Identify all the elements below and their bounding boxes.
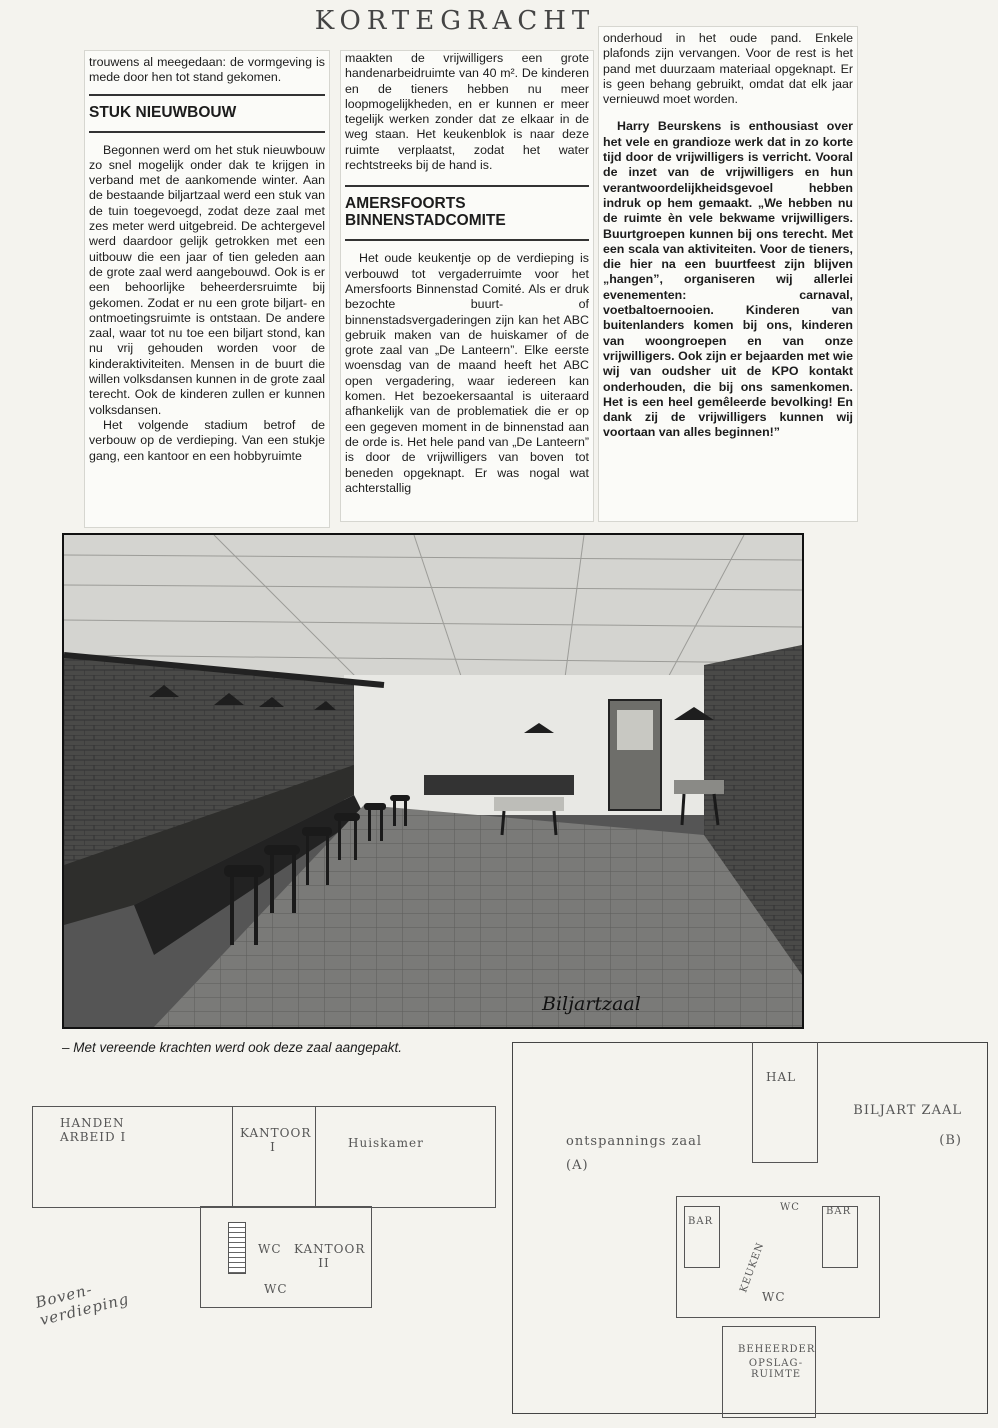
- photo-billiard-hall: [62, 533, 804, 1029]
- floor-plan-ground: [508, 1036, 990, 1422]
- col3-paragraph-1: onderhoud in het oude pand. Enkele plafonds zijn vervangen. Voor de rest is het pand met duurzaam materiaal opgeknapt. Er is geen behang gebruikt, omdat dat elk jaar vernieuwd moet worden.: [603, 31, 853, 107]
- plan-ground-opslag: OPSLAG-RUIMTE: [748, 1358, 804, 1380]
- col1-intro: trouwens al meegedaan: de vormgeving is mede door hen tot stand gekomen.: [89, 55, 325, 85]
- plan-ground-beheerder: BEHEERDER: [738, 1344, 816, 1355]
- col1-paragraph-2: Het volgende stadium betrof de verbouw op de verdieping. Van een stukje gang, een kantoor en een hobbyruimte: [89, 417, 325, 463]
- col1-paragraph-1: Begonnen werd om het stuk nieuwbouw zo snel mogelijk onder dak te krijgen in verband met de aankomende winter. Aan de bestaande biljartzaal werd een stuk van de tuin toegevoegd, zodat deze zaal met zes meter werd uitgebreid. De achtergevel werd daardoor gelijk getrokken met een uitbouw die een jaar of tien geleden aan de grote zaal werd aangebouwd. Ook is er een behoorlijke beheerdersruimte bij gekomen. Zodat er nu een grote biljart- en ontmoetingsruimte is ontstaan. De andere zaal, waar tot nu toe een biljart stond, kan nu vrij gehouden worden voor de kinderaktiviteiten. Mensen in de buurt die willen volksdansen kunnen in de grote zaal terecht. Ook de kinderen zullen er kunnen volksdansen.: [89, 142, 325, 417]
- photo-illustration: [64, 535, 802, 1027]
- plan-ground-wc-2: WC: [762, 1290, 786, 1304]
- plan-upper-room-handenarbeid: HANDEN ARBEID I: [60, 1116, 127, 1144]
- plan-ground-wc-1: WC: [780, 1202, 800, 1213]
- photo-handwritten-label: Biljartzaal: [542, 993, 641, 1015]
- plan-upper-floor-label: Boven-verdieping: [33, 1280, 132, 1330]
- plan-upper-room-huiskamer: Huiskamer: [348, 1136, 424, 1150]
- handwritten-title: KORTEGRACHT: [314, 6, 596, 36]
- plan-ground-hal: HAL: [766, 1070, 797, 1084]
- plan-upper-wc-2: WC: [264, 1282, 288, 1296]
- col3-paragraph-2: Harry Beurskens is enthousiast over het vele en grandioze werk dat in zo korte tijd door de vrijwilligers is verricht. Vooral de inzet van de vrijwilligers en hun verantwoordelijkheidsgevoel hebben indruk op hem gemaakt. „We hebben nu de ruimte èn vele bekwame vrijwilligers. Buurtgroepen kunnen bij ons terecht. Met een scala van aktiviteiten. Voor de tieners, die hier na een buurtfeest zijn blijven „hangen”, organiseren wij allerlei evenementen: carnaval, voetbaltoernooien. Kinderen van buitenlanders komen bij ons, kinderen van woongroepen en van onze vrijwilligers. Ook zijn er bejaarden met wie wij van oudsher uit de KPO kontakt onderhouden, die bij ons samenkomen. Het is een heel gemêleerde bevolking! En dank zij de vrijwilligers kunnen wij voortaan van alles beginnen!”: [603, 119, 853, 440]
- divider: [345, 239, 589, 241]
- divider: [89, 131, 325, 133]
- article-column-3: [598, 26, 858, 522]
- heading-amersfoorts-binnenstadcomite: AMERSFOORTS BINNENSTADCOMITE: [345, 185, 589, 229]
- article-column-1: [84, 50, 330, 528]
- plan-upper-room-kantoor1: KANTOOR I: [240, 1126, 312, 1154]
- plan-ground-right-room: BILJART ZAAL (B): [853, 1103, 962, 1148]
- plan-ground-bar-1: BAR: [688, 1216, 714, 1227]
- col2-paragraph-2: Het oude keukentje op de verdieping is verbouwd tot vergaderruimte voor het Amersfoorts Binnenstad Comité. Als er druk bezochte buurt- of binnenstadsvergaderingen zijn kan het ABC gebruik maken van de huiskamer of de grote zaal van „De Lanteern”. Elke eerste woensdag van de maand heeft het ABC open vergadering, waar iedereen kan komen. Het bezoekersaantal is uiteraard afhankelijk van de problematiek die er op een gegeven moment in de binnenstad aan de orde is. Het hele pand van „De Lanteern” is door de vrijwilligers van boven tot beneden opgeknapt. Er was nogal wat achterstallig: [345, 251, 589, 495]
- plan-stair: [228, 1222, 246, 1274]
- photo-caption: – Met vereende krachten werd ook deze zaal aangepakt.: [62, 1040, 402, 1055]
- plan-ground-bar-2: BAR: [826, 1206, 852, 1217]
- article-column-2: [340, 50, 594, 522]
- plan-upper-wc-1: WC: [258, 1242, 282, 1256]
- heading-stuk-nieuwbouw: STUK NIEUWBOUW: [89, 94, 325, 121]
- plan-upper-room-kantoor2: KANTOOR II: [294, 1242, 366, 1270]
- plan-room-divider: [232, 1106, 316, 1206]
- floor-plan-upper: [32, 1082, 502, 1330]
- plan-ground-keuken: KEUKEN: [738, 1240, 767, 1295]
- plan-hal-corridor: [752, 1042, 818, 1163]
- col2-paragraph-1: maakten de vrijwilligers een grote handenarbeidruimte van 40 m². De kinderen en de tieners hebben nu meer loopmogelijkheden, en er kunnen er meer tegelijk werken zonder dat ze elkaar in de weg staan. Het keukenblok is naar deze ruimte verplaatst, zodat het water rechtstreeks bij de hand is.: [345, 51, 589, 173]
- plan-ground-left-room: ontspannings zaal (A): [566, 1134, 703, 1173]
